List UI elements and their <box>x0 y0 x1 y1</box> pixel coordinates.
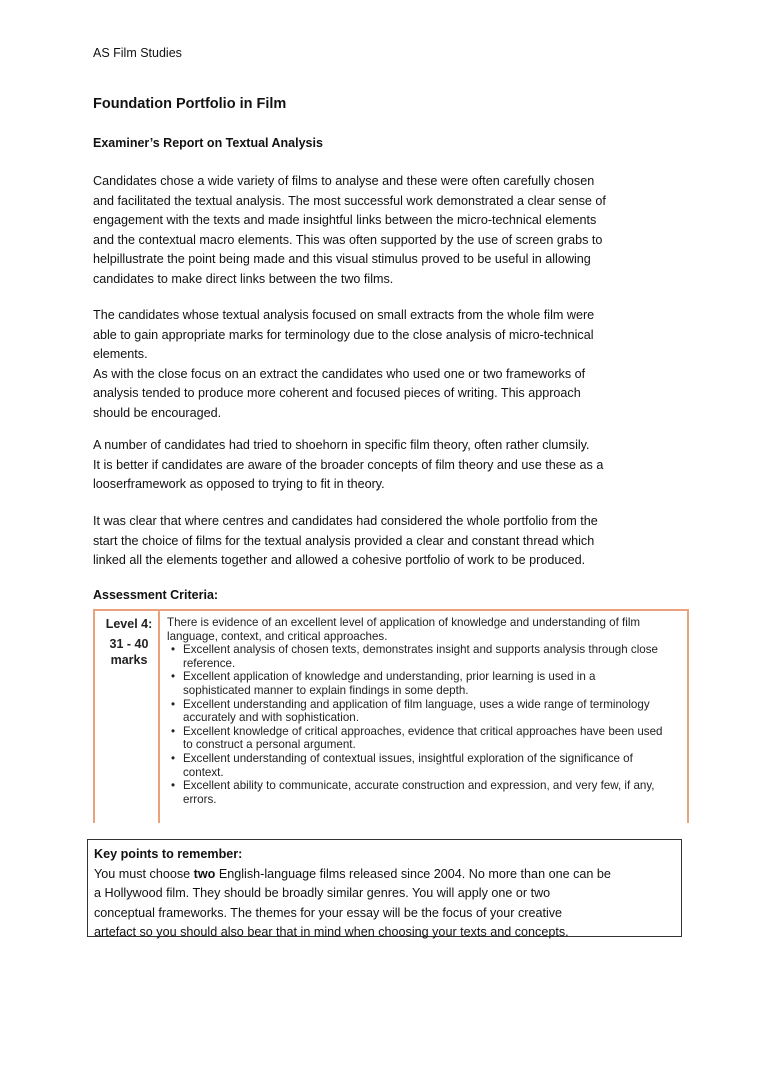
paragraph-line: helpillustrate the point being made and this visual stimulus proved to be useful in allowing <box>93 252 591 267</box>
paragraph-line: analysis tended to produce more coherent and focused pieces of writing. This approach <box>93 386 581 401</box>
criteria-bullet: • Excellent application of knowledge and understanding, prior learning is used in a <box>167 670 687 684</box>
document-title: Foundation Portfolio in Film <box>93 96 287 112</box>
key-points-title: Key points to remember: <box>94 847 243 861</box>
paragraph-line: It is better if candidates are aware of the broader concepts of film theory and use these as a <box>93 457 604 472</box>
key-points-line: artefact so you should also bear that in mind when choosing your texts and concepts. <box>94 925 569 940</box>
paragraph-line: elements. <box>93 347 148 362</box>
paragraph-line: able to gain appropriate marks for terminology due to the close analysis of micro-technical <box>93 327 594 342</box>
criteria-bullet-cont: sophisticated manner to explain findings in some depth. <box>183 683 469 697</box>
paragraph-1 <box>93 172 683 290</box>
marks-range: 31 - 40 <box>109 637 149 651</box>
key-points-line <box>94 865 675 885</box>
assessment-heading: Assessment Criteria: <box>93 588 219 602</box>
paragraph-line: engagement with the texts and made insightful links between the micro-technical elements <box>93 213 597 228</box>
paragraph-line: candidates to make direct links between the two films. <box>93 271 394 286</box>
key-points-line: a Hollywood film. They should be broadly similar genres. You will apply one or two <box>94 886 551 901</box>
level-label: Level 4: <box>105 617 153 631</box>
paragraph-line: Candidates chose a wide variety of films to analyse and these were often carefully chosen <box>93 174 595 188</box>
paragraph-line: and facilitated the textual analysis. The most successful work demonstrated a clear sense of <box>93 193 606 208</box>
paragraph-2 <box>93 306 683 424</box>
key-points-box <box>87 839 682 940</box>
paragraph-line: linked all the elements together and allowed a cohesive portfolio of work to be produced. <box>93 553 586 568</box>
criteria-bullet-cont: accurately and with sophistication. <box>183 711 359 725</box>
paragraph-4 <box>93 512 683 571</box>
page-header: AS Film Studies <box>93 46 182 60</box>
paragraph-line: The candidates whose textual analysis focused on small extracts from the whole film were <box>93 308 595 322</box>
criteria-description <box>167 616 687 806</box>
criteria-intro-line: language, context, and critical approaches. <box>167 629 388 643</box>
criteria-bullet: • Excellent ability to communicate, accurate construction and expression, and very few, if any, <box>167 779 687 793</box>
key-points-text: English-language films released since 2004. No more than one can be <box>215 866 611 881</box>
table-divider <box>158 611 160 823</box>
criteria-intro-line: There is evidence of an excellent level of application of knowledge and understanding of film <box>167 616 641 629</box>
paragraph-line: and the contextual macro elements. This was often supported by the use of screen grabs to <box>93 232 603 247</box>
criteria-bullet-cont: errors. <box>183 792 217 806</box>
paragraph-3 <box>93 436 683 495</box>
paragraph-line: A number of candidates had tried to shoehorn in specific film theory, often rather clumsily. <box>93 438 590 452</box>
key-points-emphasis: two <box>193 866 216 881</box>
key-points-line: conceptual frameworks. The themes for your essay will be the focus of your creative <box>94 905 563 920</box>
level-cell <box>101 616 157 668</box>
paragraph-line: should be encouraged. <box>93 405 222 420</box>
criteria-bullet-cont: to construct a personal argument. <box>183 738 356 752</box>
paragraph-line: looserframework as opposed to trying to fit in theory. <box>93 477 385 492</box>
criteria-bullet: • Excellent understanding and application of film language, uses a wide range of terminology <box>167 698 687 712</box>
criteria-bullet: • Excellent understanding of contextual issues, insightful exploration of the significance of <box>167 752 687 766</box>
key-points-text: You must choose <box>94 866 194 881</box>
section-subtitle: Examiner’s Report on Textual Analysis <box>93 136 323 150</box>
paragraph-line: It was clear that where centres and candidates had considered the whole portfolio from the <box>93 514 598 528</box>
paragraph-line: As with the close focus on an extract the candidates who used one or two frameworks of <box>93 366 586 381</box>
paragraph-line: start the choice of films for the textual analysis provided a clear and constant thread which <box>93 533 595 548</box>
marks-label: marks <box>110 653 148 667</box>
criteria-bullet: • Excellent analysis of chosen texts, demonstrates insight and supports analysis through close <box>167 643 687 657</box>
assessment-criteria-table <box>93 609 689 823</box>
criteria-bullet: • Excellent knowledge of critical approaches, evidence that critical approaches have been used <box>167 725 687 739</box>
criteria-bullet-cont: reference. <box>183 656 236 670</box>
criteria-bullet-cont: context. <box>183 765 224 779</box>
